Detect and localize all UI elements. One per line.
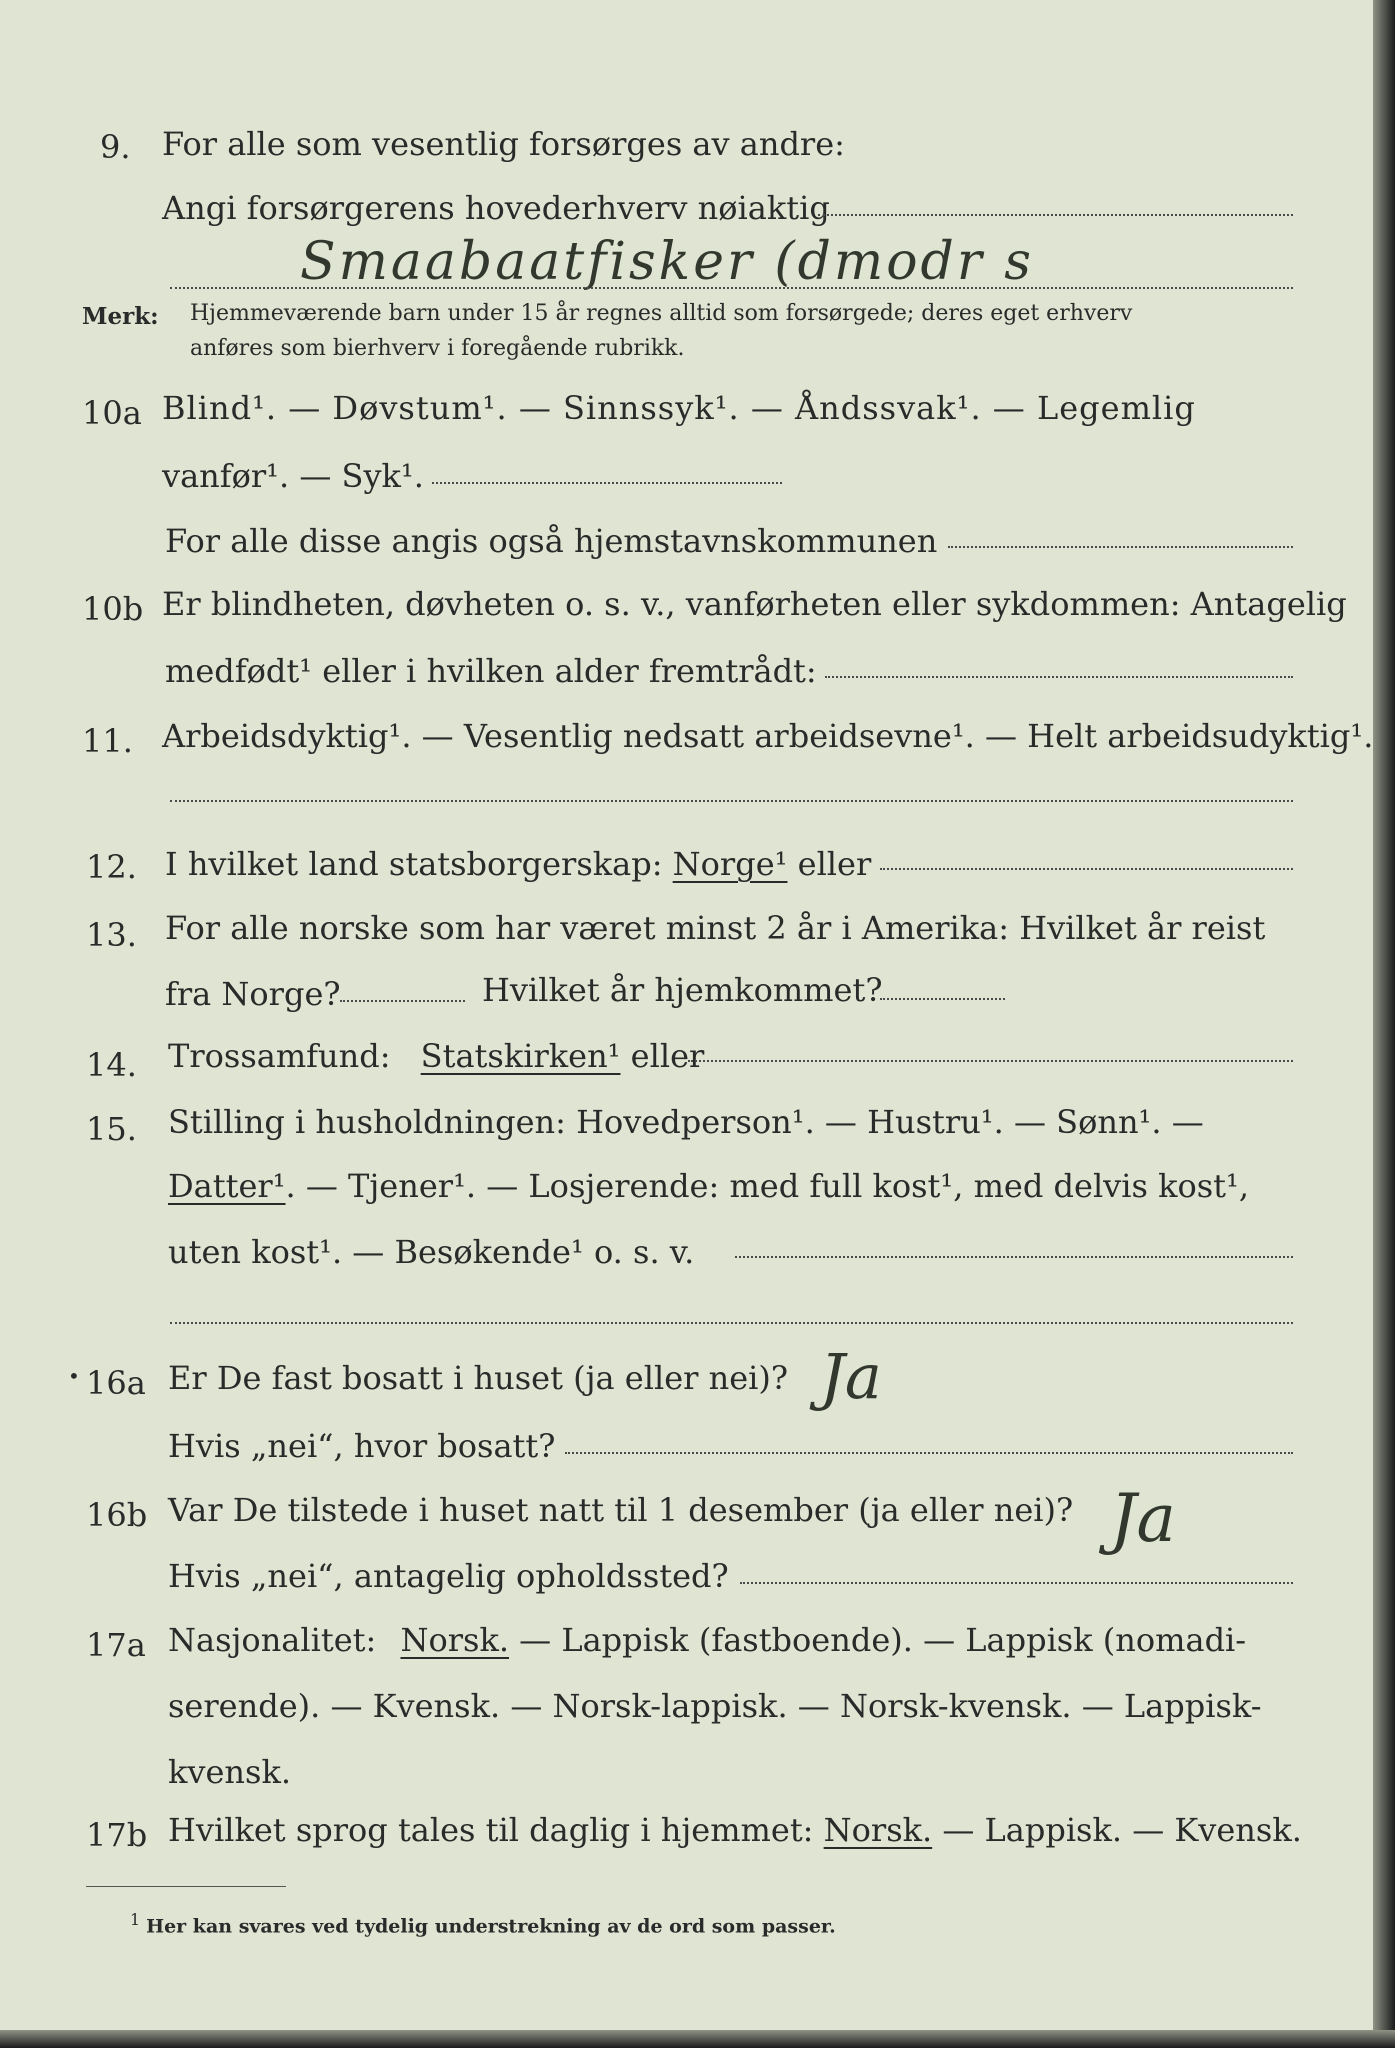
q15-dotted xyxy=(735,1256,1293,1258)
q17a-number: 17a xyxy=(86,1626,146,1664)
q17a-line1 xyxy=(168,1621,1247,1659)
q17a-line2: serende). — Kvensk. — Norsk-lappisk. — Norsk-kvensk. — Lappisk- xyxy=(168,1687,1262,1725)
q16a-dotted xyxy=(565,1452,1293,1454)
q15-line2 xyxy=(168,1167,1250,1205)
q10b-line2: medfødt¹ eller i hvilken alder fremtrådt: xyxy=(165,652,817,690)
footnote-mark: 1 xyxy=(130,1910,141,1929)
q11-line1: Arbeidsdyktig¹. — Vesentlig nedsatt arbeidsevne¹. — Helt arbeidsudyktig¹. xyxy=(162,717,1374,755)
merk-label: Merk: xyxy=(82,303,159,330)
q16b-handwritten-answer: Ja xyxy=(1110,1480,1176,1557)
q10b-line1: Er blindheten, døvheten o. s. v., vanførheten eller sykdommen: Antagelig xyxy=(162,585,1347,623)
q9-answer-line xyxy=(170,287,1293,289)
q17a-line1-rest: — Lappisk (fastboende). — Lappisk (nomadi- xyxy=(519,1621,1247,1659)
q10a-number: 10a xyxy=(82,394,142,432)
q16b-line2: Hvis „nei“, antagelig opholdssted? xyxy=(168,1557,729,1595)
q10a-dotted xyxy=(948,546,1293,548)
q15-line1: Stilling i husholdningen: Hovedperson¹. — Hustru¹. — Sønn¹. — xyxy=(168,1103,1204,1141)
q9-line1: For alle som vesentlig forsørges av andre: xyxy=(162,125,845,163)
q16a-dot-mark: • xyxy=(68,1364,80,1388)
q16b-number: 16b xyxy=(86,1496,148,1534)
scan-edge-right xyxy=(1373,0,1395,2048)
q16a-number: 16a xyxy=(86,1364,146,1402)
q10b-dotted xyxy=(825,676,1293,678)
q13-line1: For alle norske som har været minst 2 år i Amerika: Hvilket år reist xyxy=(165,909,1266,947)
q16a-handwritten-answer: Ja xyxy=(820,1340,882,1413)
q13-number: 13. xyxy=(86,916,137,954)
q17a-label: Nasjonalitet: xyxy=(168,1621,377,1659)
q12-question xyxy=(165,845,872,883)
q17a-line3: kvensk. xyxy=(168,1753,291,1791)
q17b-norsk: Norsk. xyxy=(823,1811,933,1849)
q14-dotted xyxy=(688,1060,1293,1062)
q17b-number: 17b xyxy=(86,1816,148,1854)
merk-line2: anføres som bierhverv i foregående rubrikk. xyxy=(190,336,685,361)
q14-statskirken: Statskirken¹ xyxy=(420,1037,621,1075)
q16a-line2: Hvis „nei“, hvor bosatt? xyxy=(168,1427,556,1465)
q11-dotted xyxy=(170,800,1293,802)
q13-year-left-dotted xyxy=(340,1000,465,1002)
q14-post: eller xyxy=(630,1037,705,1075)
q17a-norsk: Norsk. xyxy=(400,1621,509,1659)
q15-datter: Datter¹ xyxy=(168,1167,286,1205)
q9-line2: Angi forsørgerens hovederhverv nøiaktig xyxy=(162,189,830,227)
q12-norge: Norge¹ xyxy=(672,845,788,883)
q14-pre: Trossamfund: xyxy=(168,1037,391,1075)
q12-number: 12. xyxy=(86,848,137,886)
q9-handwritten-answer: Smaabaatfisker (dmodr s xyxy=(300,232,1034,292)
scan-edge-bottom xyxy=(0,2030,1395,2048)
q16b-line1: Var De tilstede i huset natt til 1 desember (ja eller nei)? xyxy=(168,1491,1074,1529)
footnote xyxy=(130,1912,836,1936)
q11-number: 11. xyxy=(82,722,133,760)
q13-year-right-dotted xyxy=(880,998,1005,1000)
q10b-number: 10b xyxy=(82,590,144,628)
q10a-line1: Blind¹. — Døvstum¹. — Sinnssyk¹. — Åndssvak¹. — Legemlig xyxy=(162,389,1196,427)
q17b-line xyxy=(168,1811,1302,1849)
footnote-rule xyxy=(86,1886,286,1887)
q9-number: 9. xyxy=(100,128,131,166)
q15-line3: uten kost¹. — Besøkende¹ o. s. v. xyxy=(168,1233,695,1271)
q17b-pre: Hvilket sprog tales til daglig i hjemmet: xyxy=(168,1811,814,1849)
q14-number: 14. xyxy=(86,1046,137,1084)
q15-extra-dotted xyxy=(170,1322,1293,1324)
q16b-dotted xyxy=(740,1582,1293,1584)
q10a-line2: vanfør¹. — Syk¹. xyxy=(162,457,424,495)
q13-line2a: fra Norge? xyxy=(165,975,341,1013)
footnote-text: Her kan svares ved tydelig understrekning av de ord som passer. xyxy=(146,1915,836,1938)
q12-dotted xyxy=(880,868,1293,870)
q12-pre: I hvilket land statsborgerskap: xyxy=(165,845,663,883)
q12-post: eller xyxy=(797,845,872,883)
q17b-post: — Lappisk. — Kvensk. xyxy=(942,1811,1302,1849)
q10a-syk-dotted xyxy=(432,482,782,484)
q14-question xyxy=(168,1037,705,1075)
q15-line2-rest: . — Tjener¹. — Losjerende: med full kost¹, med delvis kost¹, xyxy=(285,1167,1250,1205)
merk-line1: Hjemmeværende barn under 15 år regnes alltid som forsørgede; deres eget erhverv xyxy=(190,301,1133,326)
q15-number: 15. xyxy=(86,1110,137,1148)
q9-dotted-line xyxy=(818,214,1293,216)
q13-line2b: Hvilket år hjemkommet? xyxy=(482,971,883,1009)
q16a-line1: Er De fast bosatt i huset (ja eller nei)? xyxy=(168,1359,789,1397)
q10a-line3: For alle disse angis også hjemstavnskommunen xyxy=(165,522,938,560)
